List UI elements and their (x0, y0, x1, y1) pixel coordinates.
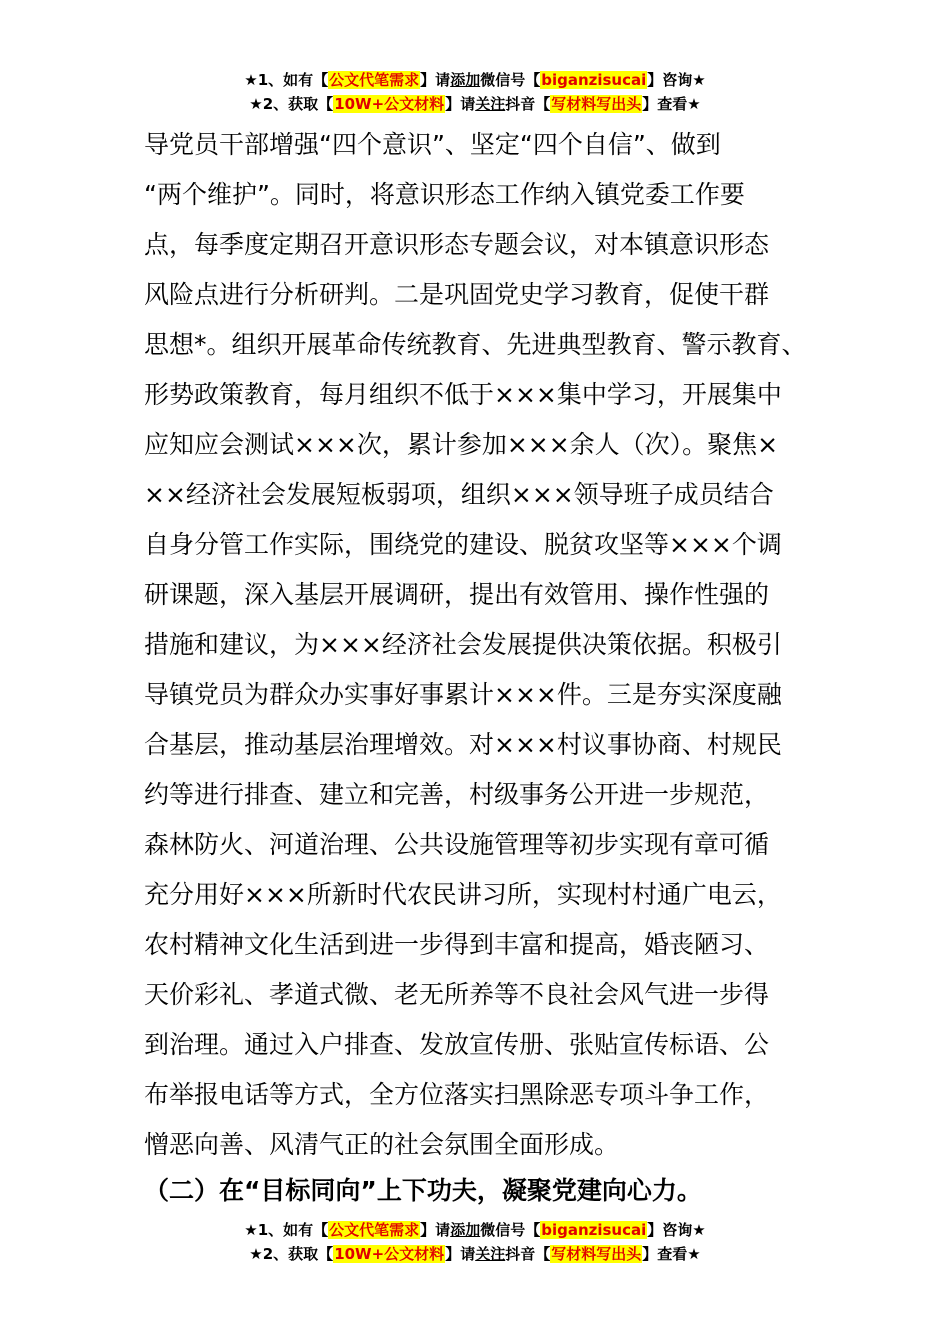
highlight-douyin-account: 写材料写出头 (551, 95, 642, 113)
highlight-service: 公文代笔需求 (329, 71, 420, 89)
highlight-douyin-account: 写材料写出头 (551, 1245, 642, 1263)
body-line: “两个维护”。同时，将意识形态工作纳入镇党委工作要 (144, 180, 745, 209)
body-line: 形势政策教育，每月组织不低于×××集中学习，开展集中 (144, 380, 782, 409)
header-banner (0, 68, 950, 116)
highlight-materials: 10W+公文材料 (334, 95, 445, 113)
body-line: 导党员干部增强“四个意识”、坚定“四个自信”、做到 (144, 130, 721, 159)
body-paragraph (144, 120, 824, 1170)
body-line: 布举报电话等方式，全方位落实扫黑除恶专项斗争工作， (144, 1080, 770, 1109)
body-line: 导镇党员为群众办实事好事累计×××件。三是夯实深度融 (144, 680, 782, 709)
body-line: 研课题，深入基层开展调研，提出有效管用、操作性强的 (144, 580, 770, 609)
highlight-wechat-id: biganzisucai (541, 1221, 647, 1239)
section-heading: （二）在“目标同向”上下功夫，凝聚党建向心力。 (144, 1176, 702, 1205)
body-line: 憎恶向善、风清气正的社会氛围全面形成。 (144, 1130, 620, 1159)
body-line: 思想*。组织开展革命传统教育、先进典型教育、警示教育、 (144, 330, 807, 359)
body-line: 自身分管工作实际，围绕党的建设、脱贫攻坚等×××个调 (144, 530, 782, 559)
highlight-service: 公文代笔需求 (329, 1221, 420, 1239)
highlight-materials: 10W+公文材料 (334, 1245, 445, 1263)
body-line: 天价彩礼、孝道式微、老无所养等不良社会风气进一步得 (144, 980, 770, 1009)
banner-line-1: ★1、如有【公文代笔需求】请添加微信号【biganzisucai】咨询★ (244, 1221, 706, 1239)
body-line: 充分用好×××所新时代农民讲习所，实现村村通广电云， (144, 880, 782, 909)
body-line: 风险点进行分析研判。二是巩固党史学习教育，促使干群 (144, 280, 770, 309)
body-line: 农村精神文化生活到进一步得到丰富和提高，婚丧陋习、 (144, 930, 770, 959)
body-line: 约等进行排查、建立和完善，村级事务公开进一步规范， (144, 780, 770, 809)
body-line: 点，每季度定期召开意识形态专题会议，对本镇意识形态 (144, 230, 770, 259)
body-line: 森林防火、河道治理、公共设施管理等初步实现有章可循 (144, 830, 770, 859)
footer-banner (0, 1218, 950, 1266)
banner-line-1: ★1、如有【公文代笔需求】请添加微信号【biganzisucai】咨询★ (244, 71, 706, 89)
banner-line-2: ★2、获取【10W+公文材料】请关注抖音【写材料写出头】查看★ (249, 1245, 701, 1263)
body-line: 合基层，推动基层治理增效。对×××村议事协商、村规民 (144, 730, 782, 759)
body-line: ××经济社会发展短板弱项，组织×××领导班子成员结合 (144, 480, 774, 509)
body-line: 应知应会测试×××次，累计参加×××余人（次）。聚焦× (144, 430, 779, 459)
body-line: 到治理。通过入户排查、发放宣传册、张贴宣传标语、公 (144, 1030, 770, 1059)
highlight-wechat-id: biganzisucai (541, 71, 647, 89)
body-line: 措施和建议，为×××经济社会发展提供决策依据。积极引 (144, 630, 782, 659)
banner-line-2: ★2、获取【10W+公文材料】请关注抖音【写材料写出头】查看★ (249, 95, 701, 113)
